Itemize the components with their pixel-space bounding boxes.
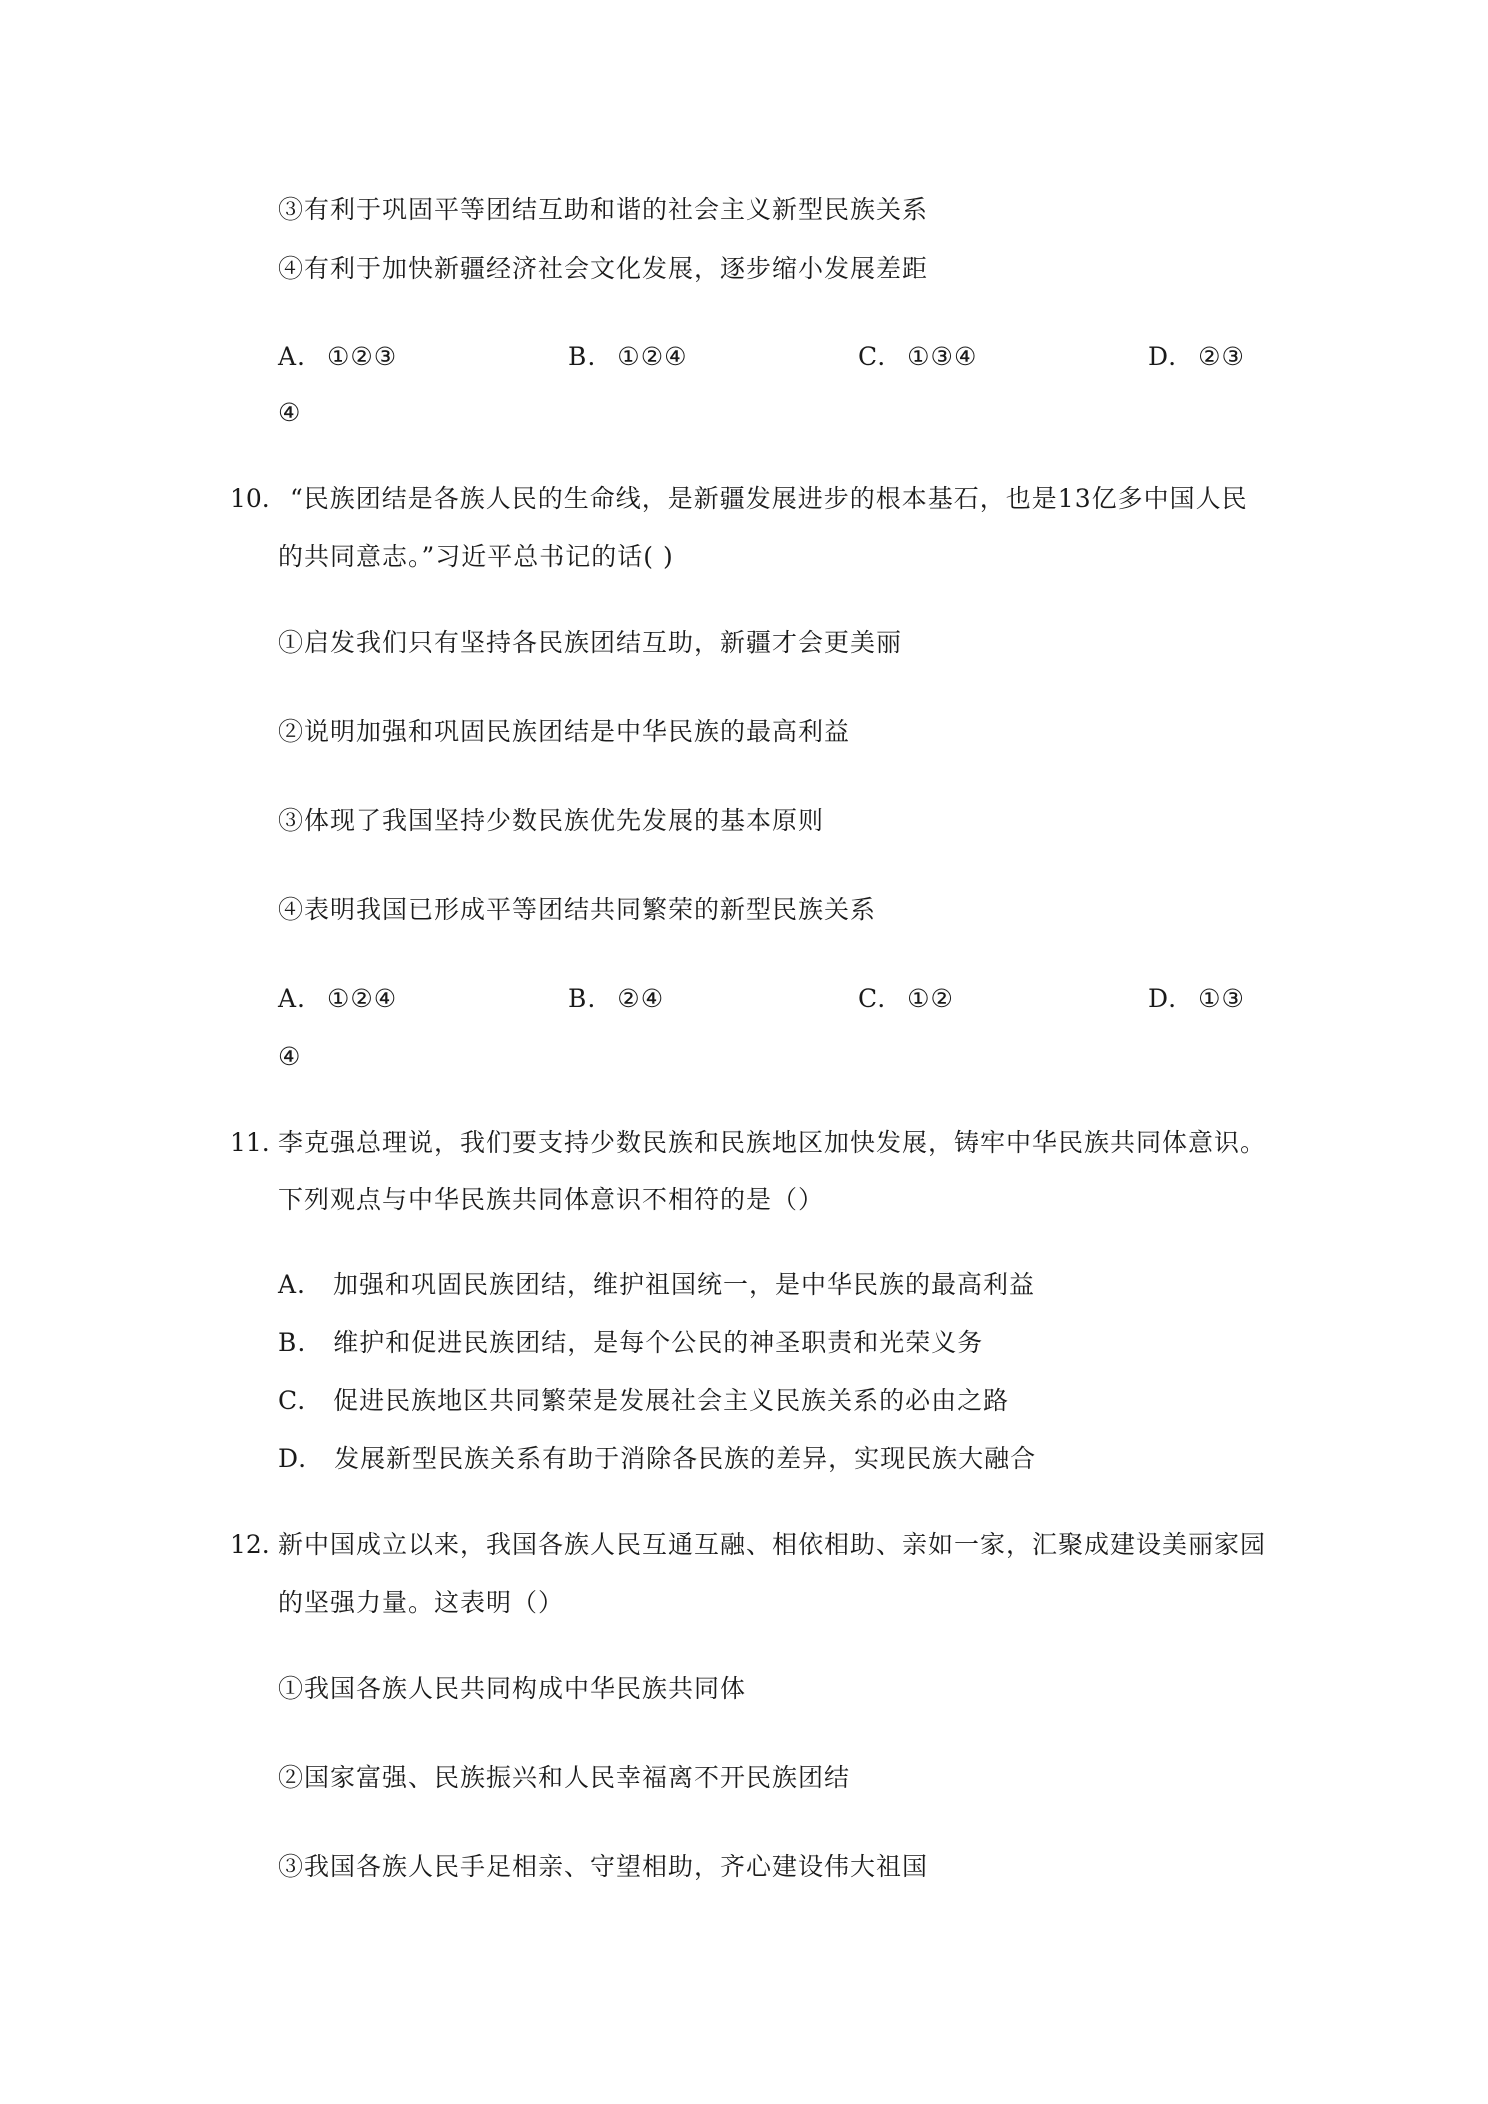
option-letter: D.: [278, 1444, 308, 1473]
q10-option-d: [1148, 982, 1245, 1016]
option-letter: B.: [568, 984, 597, 1013]
option-text: 促进民族地区共同繁荣是发展社会主义民族关系的必由之路: [333, 1386, 1010, 1415]
q12-statement-3: ③我国各族人民手足相亲、守望相助，齐心建设伟大祖国: [278, 1852, 929, 1881]
q12-stem-line-2: 的坚强力量。这表明（）: [278, 1588, 565, 1617]
q12-statement-1: ①我国各族人民共同构成中华民族共同体: [278, 1674, 747, 1703]
q12-stem-line-1: 新中国成立以来，我国各族人民互通互融、相依相助、亲如一家，汇聚成建设美丽家园: [278, 1530, 1267, 1559]
q9-statement-4: ④有利于加快新疆经济社会文化发展，逐步缩小发展差距: [278, 254, 929, 283]
option-text: ①②: [907, 984, 954, 1013]
option-letter: D.: [1148, 984, 1178, 1013]
q9-option-c: [858, 340, 977, 374]
q10-option-b: [568, 982, 664, 1016]
option-letter: C.: [278, 1386, 307, 1415]
q11-option-c: [278, 1384, 1009, 1418]
q11-number: 11.: [230, 1128, 270, 1157]
q10-option-d-wrap: ④: [278, 1042, 302, 1071]
option-text: ①③④: [907, 342, 978, 371]
option-text: 加强和巩固民族团结，维护祖国统一，是中华民族的最高利益: [332, 1270, 1035, 1299]
option-text: ②④: [617, 984, 665, 1013]
option-text: 维护和促进民族团结，是每个公民的神圣职责和光荣义务: [333, 1328, 984, 1357]
option-text: ①③: [1198, 984, 1245, 1013]
option-letter: C.: [858, 342, 887, 371]
q10-number: 10.: [230, 484, 270, 513]
option-text: ②③: [1198, 342, 1245, 371]
q10-stem-line-1: “民族团结是各族人民的生命线，是新疆发展进步的根本基石，也是13亿多中国人民: [290, 484, 1248, 513]
q9-option-b: [568, 340, 688, 374]
q11-stem-line-1: 李克强总理说，我们要支持少数民族和民族地区加快发展，铸牢中华民族共同体意识。: [278, 1128, 1267, 1157]
option-text: ①②④: [326, 984, 398, 1013]
option-text: ①②③: [326, 342, 398, 371]
option-letter: B.: [568, 342, 597, 371]
q11-option-a: [278, 1268, 1035, 1302]
q10-statement-1: ①启发我们只有坚持各民族团结互助，新疆才会更美丽: [278, 628, 903, 657]
q11-option-d: [278, 1442, 1036, 1476]
q12-number: 12.: [230, 1530, 270, 1559]
q10-statement-4: ④表明我国已形成平等团结共同繁荣的新型民族关系: [278, 895, 877, 924]
q11-option-b: [278, 1326, 983, 1360]
option-letter: A.: [278, 342, 307, 371]
option-letter: A.: [278, 984, 307, 1013]
q10-statement-3: ③体现了我国坚持少数民族优先发展的基本原则: [278, 806, 825, 835]
option-letter: B.: [278, 1328, 307, 1357]
q10-option-c: [858, 982, 954, 1016]
option-text: 发展新型民族关系有助于消除各民族的差异，实现民族大融合: [334, 1444, 1037, 1473]
option-letter: A.: [278, 1270, 307, 1299]
q10-stem-line-2: 的共同意志。”习近平总书记的话( ): [278, 542, 674, 571]
q10-option-a: [278, 982, 397, 1016]
q9-option-a: [278, 340, 397, 374]
q12-statement-2: ②国家富强、民族振兴和人民幸福离不开民族团结: [278, 1763, 851, 1792]
q11-stem-line-2: 下列观点与中华民族共同体意识不相符的是（）: [278, 1185, 825, 1214]
q9-statement-3: ③有利于巩固平等团结互助和谐的社会主义新型民族关系: [278, 195, 929, 224]
option-letter: D.: [1148, 342, 1178, 371]
option-letter: C.: [858, 984, 887, 1013]
q10-statement-2: ②说明加强和巩固民族团结是中华民族的最高利益: [278, 717, 851, 746]
q9-option-d-wrap: ④: [278, 398, 302, 427]
option-text: ①②④: [617, 342, 688, 371]
q9-option-d: [1148, 340, 1245, 374]
